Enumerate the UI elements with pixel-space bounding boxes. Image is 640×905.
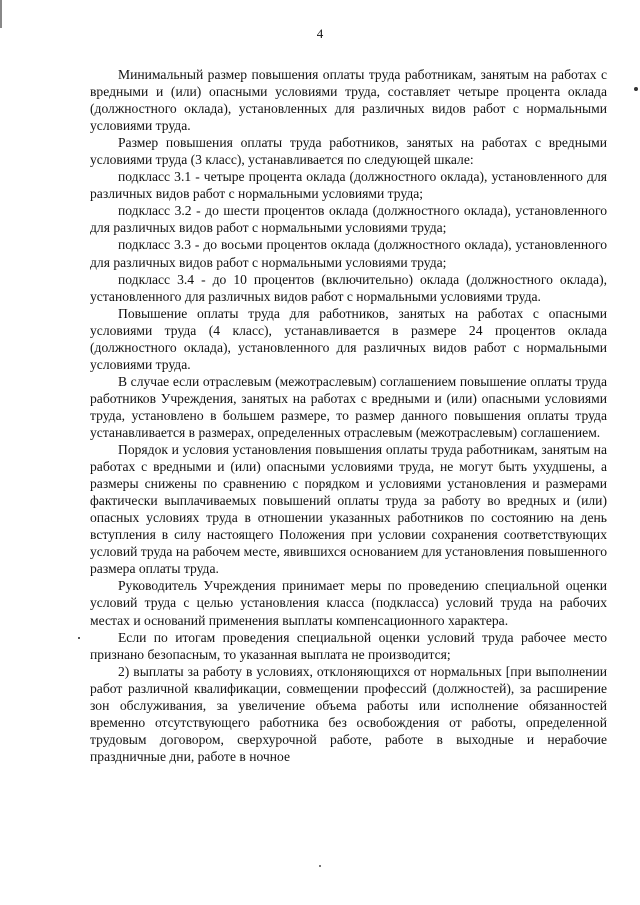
- paragraph-safe-workplace: Если по итогам проведения специальной оценки условий труда рабочее место признано безопасным, то указанная выплата не производится;: [90, 629, 607, 662]
- paragraph-dangerous-conditions: Повышение оплаты труда для работников, занятых на работах с опасными условиями труда (4 класс), устанавливается в размере 24 процентов оклада (должностного оклада), установленного для различных видов работ с нормальными условиями труда.: [90, 305, 607, 372]
- scan-speck: [634, 87, 638, 91]
- paragraph-minimum-increase: Минимальный размер повышения оплаты труда работникам, занятым на работах с вредными и (или) опасными условиями труда, составляет четыре процента оклада (должностного оклада), установленных для различных видов работ с нормальными условиями труда.: [90, 67, 607, 134]
- page-number: 4: [316, 26, 324, 41]
- paragraph-harmful-scale: Размер повышения оплаты труда работников, занятых на работах с вредными условиями труда (3 класс), устанавливается по следующей шкале:: [90, 135, 607, 168]
- scan-speck: [319, 865, 321, 867]
- scan-edge-mark: [0, 0, 2, 28]
- paragraph-industry-agreement: В случае если отраслевым (межотраслевым) соглашением повышение оплаты труда работников Учреждения, занятых на работах с вредными и (или) опасными условиями труда, установлено в большем размере, то размер данного повышения оплаты труда устанавливается в размерах, определенных отраслевым (межотраслевым) соглашением.: [90, 373, 607, 440]
- paragraph-abnormal-conditions: 2) выплаты за работу в условиях, отклоняющихся от нормальных [при выполнении работ различной квалификации, совмещении профессий (должностей), за расширение зон обслуживания, за увеличение объема работы или исполнение обязанностей временно отсутствующего работника без освобождения от работы, определенной трудовым договором, сверхурочной работе, работе в выходные и нерабочие праздничные дни, работе в ночное: [90, 663, 607, 764]
- paragraph-subclass-3-2: подкласс 3.2 - до шести процентов оклада (должностного оклада), установленного для различных видов работ с нормальными условиями труда;: [90, 203, 607, 236]
- paragraph-subclass-3-4: подкласс 3.4 - до 10 процентов (включительно) оклада (должностного оклада), установленного для различных видов работ с нормальными условиями труда.: [90, 271, 607, 304]
- scan-speck: [78, 637, 80, 639]
- paragraph-procedure-conditions: Порядок и условия установления повышения оплаты труда работникам, занятым на работах с вредными и (или) опасными условиями труда, не могут быть ухудшены, а размеры снижены по сравнению с порядком и условиями установления и размерами фактически выплачиваемых повышений оплаты труда за работу во вредных и (или) опасных условиях труда в отношении указанных работников по состоянию на день вступления в силу настоящего Положения при условии сохранения соответствующих условий труда на рабочем месте, явившихся основанием для установления повышенного размера оплаты труда.: [90, 442, 607, 577]
- paragraph-subclass-3-3: подкласс 3.3 - до восьми процентов оклада (должностного оклада), установленного для различных видов работ с нормальными условиями труда;: [90, 237, 607, 270]
- paragraph-head-measures: Руководитель Учреждения принимает меры по проведению специальной оценки условий труда с целью установления класса (подкласса) условий труда на рабочих местах и оснований применения выплаты компенсационного характера.: [90, 578, 607, 628]
- paragraph-subclass-3-1: подкласс 3.1 - четыре процента оклада (должностного оклада), установленного для различных видов работ с нормальными условиями труда;: [90, 169, 607, 202]
- document-body: [90, 66, 607, 765]
